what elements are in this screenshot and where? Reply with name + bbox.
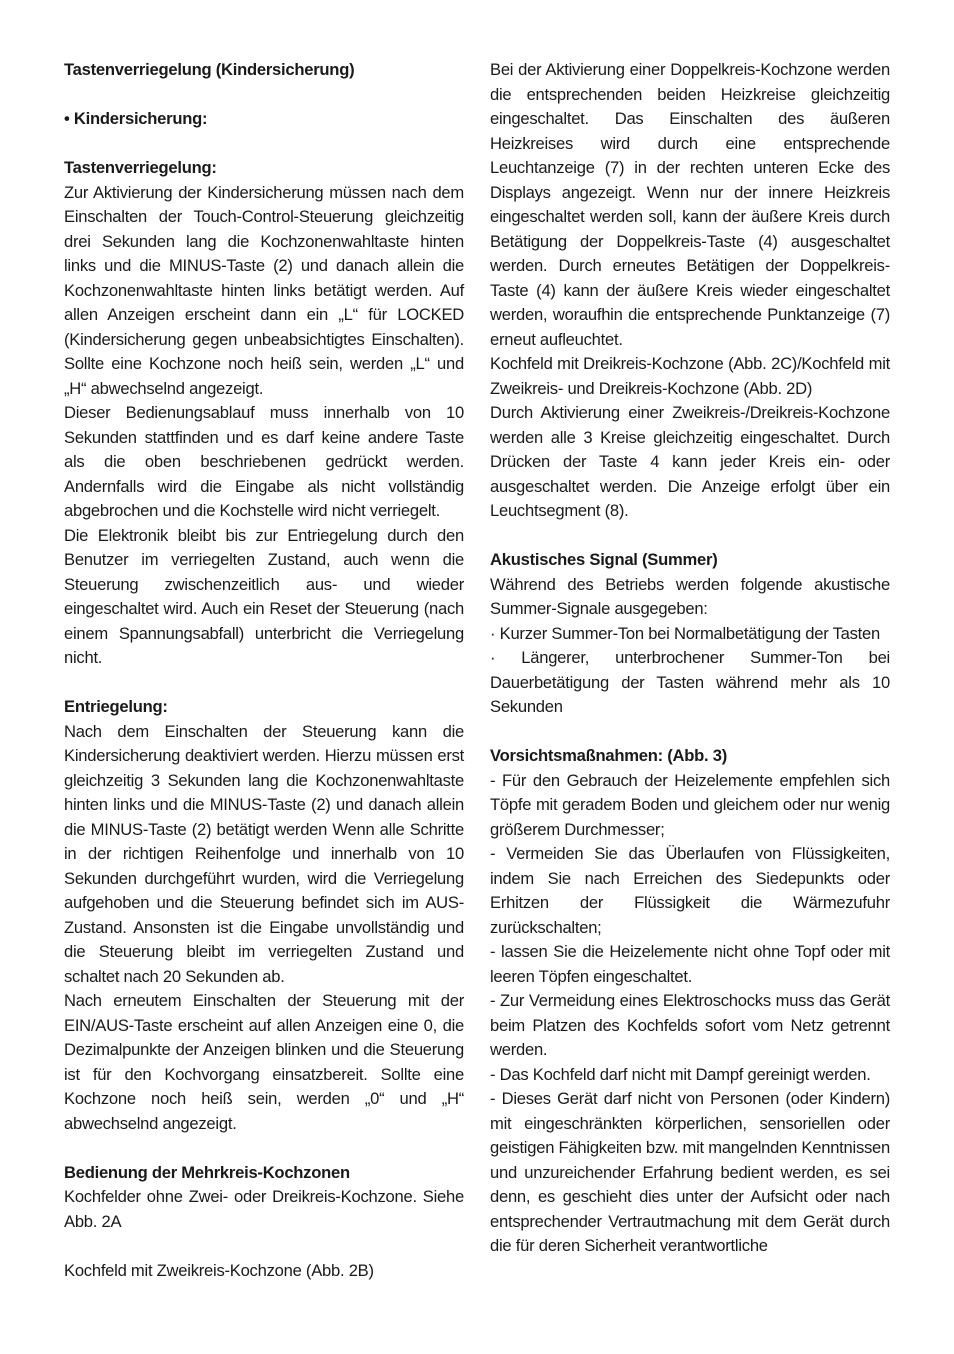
dual-zone-paragraph-2: Kochfeld mit Dreikreis-Kochzone (Abb. 2C)/Kochfeld mit Zweikreis- und Dreikreis-Kochzone (Abb. 2D)	[490, 354, 890, 398]
unlock-heading: Entriegelung:	[64, 697, 168, 716]
precautions-paragraph-5: - Das Kochfeld darf nicht mit Dampf gereinigt werden.	[490, 1064, 871, 1084]
section-title-key-lock: Tastenverriegelung (Kindersicherung)	[64, 60, 355, 79]
acoustic-signal-paragraph-1: Während des Betriebs werden folgende akustische Summer-Signale ausgegeben:	[490, 574, 890, 618]
dual-zone-paragraph-3: Durch Aktivierung einer Zweikreis-/Dreikreis-Kochzone werden alle 3 Kreise gleichzeitig eingeschaltet. Durch Drücken der Taste 4 kann jeder Kreis ein- oder ausgeschaltet werden. Die Anzeige erfolgt über ein Leuchtsegment (8).	[490, 403, 890, 520]
multi-zone-paragraph-2: Kochfeld mit Zweikreis-Kochzone (Abb. 2B)	[64, 1260, 374, 1280]
child-lock-heading: • Kindersicherung:	[64, 109, 208, 128]
precautions-paragraph-2: - Vermeiden Sie das Überlaufen von Flüssigkeiten, indem Sie nach Erreichen des Siedepunkts oder Erhitzen der Flüssigkeit die Wärmezufuhr zurückschalten;	[490, 844, 890, 937]
precautions-paragraph-1: - Für den Gebrauch der Heizelemente empfehlen sich Töpfe mit geradem Boden und gleichem oder nur wenig größerem Durchmesser;	[490, 770, 890, 839]
multi-zone-heading: Bedienung der Mehrkreis-Kochzonen	[64, 1162, 350, 1182]
acoustic-signal-heading: Akustisches Signal (Summer)	[490, 550, 718, 569]
precautions-paragraph-4: - Zur Vermeidung eines Elektroschocks muss das Gerät beim Platzen des Kochfelds sofort vom Netz getrennt werden.	[490, 991, 890, 1059]
precautions-heading: Vorsichtsmaßnahmen: (Abb. 3)	[490, 746, 728, 765]
precautions-paragraph-6: - Dieses Gerät darf nicht von Personen (oder Kindern) mit eingeschränkten körperlichen, sensoriellen oder geistigen Fähigkeiten bzw. mit mangelnden Kenntnissen und unzureichender Erfahrung bedient werden, es sei denn, es geschieht dies unter der Aufsicht oder nach entsprechender Vertrautmachung mit dem Gerät durch die für deren Sicherheit verantwortliche	[490, 1089, 891, 1255]
right-column	[490, 58, 890, 1259]
unlock-paragraph-1: Nach dem Einschalten der Steuerung kann die Kindersicherung deaktiviert werden. Hierzu müssen erst gleichzeitig 3 Sekunden lang die Kochzonenwahltaste hinten links und die MINUS-Taste (2) und danach allein die MINUS-Taste (2) betätigt werden Wenn alle Schritte in der richtigen Reihenfolge und innerhalb von 10 Sekunden durchgeführt wurden, wird die Verriegelung aufgehoben und die Steuerung befindet sich im AUS-Zustand. Ansonsten ist die Eingabe unvollständig und die Steuerung bleibt im verriegelten Zustand und schaltet nach 20 Sekunden ab.	[64, 721, 464, 986]
key-lock-paragraph-3: Die Elektronik bleibt bis zur Entriegelung durch den Benutzer im verriegelten Zustand, auch wenn die Steuerung zwischenzeitlich aus- und wieder eingeschaltet wird. Auch ein Reset der Steuerung (nach einem Spannungsabfall) unterbricht die Verriegelung nicht.	[64, 525, 464, 667]
precautions-paragraph-3: - lassen Sie die Heizelemente nicht ohne Topf oder mit leeren Töpfen eingeschaltet.	[490, 942, 890, 986]
multi-zone-paragraph-1: Kochfelder ohne Zwei- oder Dreikreis-Kochzone. Siehe Abb. 2A	[64, 1187, 464, 1231]
acoustic-signal-paragraph-2: · Kurzer Summer-Ton bei Normalbetätigung der Tasten	[490, 623, 880, 643]
key-lock-paragraph-2: Dieser Bedienungsablauf muss innerhalb von 10 Sekunden stattfinden und es darf keine andere Taste als die oben beschriebenen gedrückt werden. Andernfalls wird die Eingabe als nicht vollständig abgebrochen und die Kochstelle wird nicht verriegelt.	[64, 403, 464, 520]
key-lock-heading: Tastenverriegelung:	[64, 158, 217, 177]
acoustic-signal-paragraph-3: · Längerer, unterbrochener Summer-Ton bei Dauerbetätigung der Tasten während mehr als 10 Sekunden	[490, 648, 890, 716]
unlock-paragraph-2: Nach erneutem Einschalten der Steuerung mit der EIN/AUS-Taste erscheint auf allen Anzeigen eine 0, die Dezimalpunkte der Anzeigen blinken und die Steuerung ist für den Kochvorgang einsatzbereit. Sollte eine Kochzone noch heiß sein, werden „0“ und „H“ abwechselnd angezeigt.	[64, 991, 464, 1133]
left-column	[64, 58, 464, 1283]
key-lock-paragraph-1: Zur Aktivierung der Kindersicherung müssen nach dem Einschalten der Touch-Control-Steuerung gleichzeitig drei Sekunden lang die Kochzonenwahltaste hinten links und die MINUS-Taste (2) und danach allein die Kochzonenwahltaste hinten links betätigt werden. Auf allen Anzeigen erscheint dann ein „L“ für LOCKED (Kindersicherung gegen unbeabsichtigtes Einschalten). Sollte eine Kochzone noch heiß sein, werden „L“ und „H“ abwechselnd angezeigt.	[64, 182, 464, 398]
dual-zone-paragraph-1: Bei der Aktivierung einer Doppelkreis-Kochzone werden die entsprechenden beiden Heizkreise gleichzeitig eingeschaltet. Das Einschalten des äußeren Heizkreises wird durch eine entsprechende Leuchtanzeige (7) in der rechten unteren Ecke des Displays angezeigt. Wenn nur der innere Heizkreis eingeschaltet werden soll, kann der äußere Kreis durch Betätigung der Doppelkreis-Taste (4) ausgeschaltet werden. Durch erneutes Betätigen der Doppelkreis-Taste (4) kann der äußere Kreis wieder eingeschaltet werden, woraufhin die entsprechende Punktanzeige (7) erneut aufleuchtet.	[490, 60, 890, 349]
